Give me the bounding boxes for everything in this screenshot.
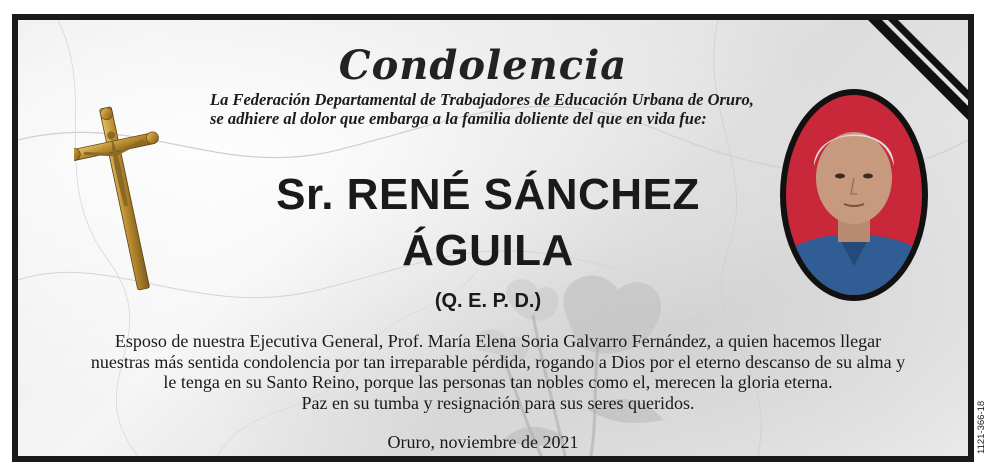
body-line: nuestras más sentida condolencia por tan irreparable pérdida, rogando a Dios por el eterno descanso de su alma y [90,351,906,372]
deceased-portrait [778,86,930,304]
rest-in-peace-label: (Q. E. P. D.) [434,290,542,312]
body-line: le tenga en su Santo Reino, porque las personas tan nobles como el, merecen la gloria eterna. [163,372,833,392]
crucifix-icon [74,96,174,296]
condolence-body [38,331,958,413]
deceased-name-line-1: Sr. RENÉ SÁNCHEZ [276,170,700,219]
place-and-date: Oruro, noviembre de 2021 [387,432,579,452]
ad-reference-code: 1121-366-18 [976,400,987,454]
intro-paragraph: La Federación Departamental de Trabajadores de Educación Urbana de Oruro, se adhiere al dolor que embarga a la familia doliente del que en vida fue: [210,90,754,128]
body-line: Esposo de nuestra Ejecutiva General, Prof. María Elena Soria Galvarro Fernández, a quien hacemos llegar [114,331,882,351]
body-line: Paz en su tumba y resignación para sus seres queridos. [301,392,695,413]
condolence-card [12,14,974,462]
card-heading: Condolencia [338,42,628,89]
deceased-name-line-2: ÁGUILA [402,226,574,275]
